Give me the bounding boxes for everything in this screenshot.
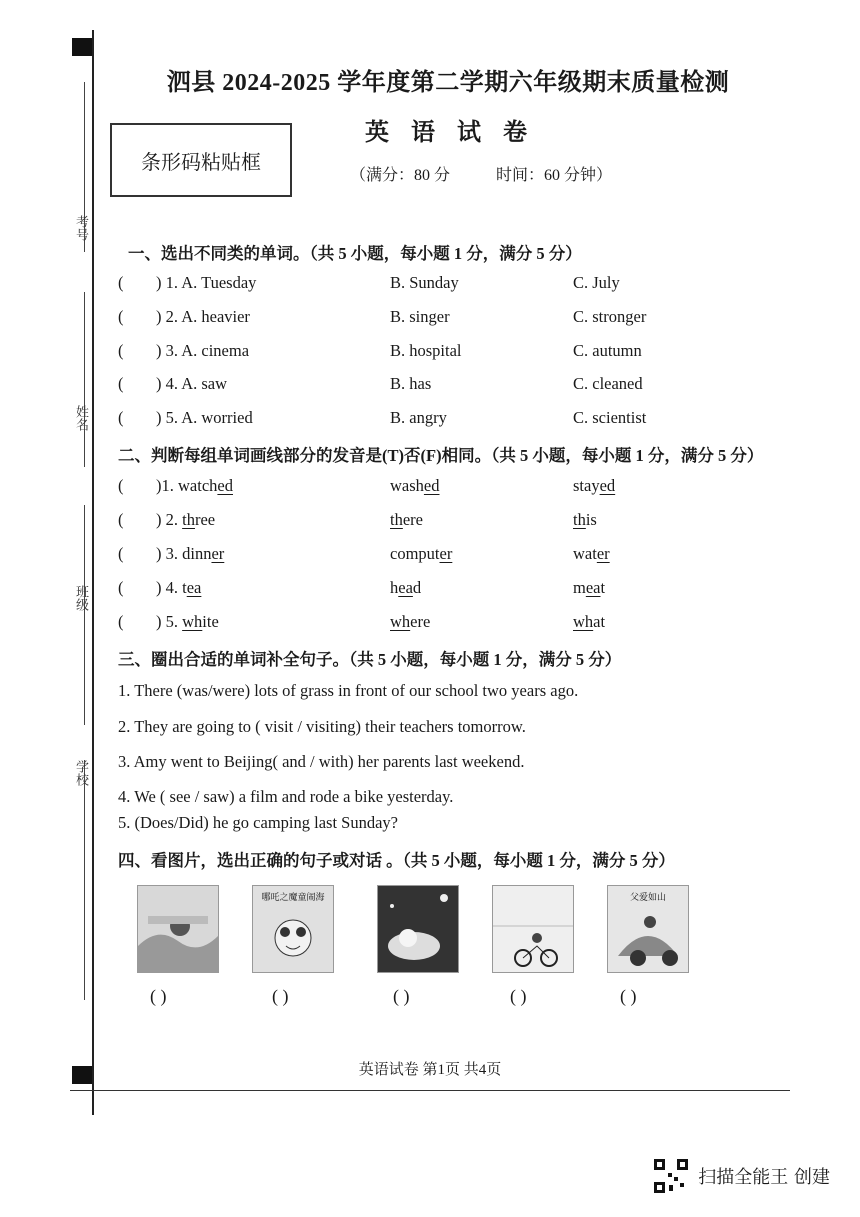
section4-title: 四、看图片，选出正确的句子或对话 。（共 5 小题，每小题 1 分，满分 5 分） bbox=[118, 851, 675, 870]
section3-title: 三、圈出合适的单词补全句子。（共 5 小题，每小题 1 分，满分 5 分） bbox=[118, 650, 622, 669]
margin-field-line bbox=[84, 292, 85, 467]
option-b: B. singer bbox=[390, 307, 450, 326]
word-a: ) 5. white bbox=[156, 612, 219, 631]
option-c: C. July bbox=[573, 273, 620, 292]
word-a: ) 3. dinner bbox=[156, 544, 225, 563]
option-a: ) 2. A. heavier bbox=[156, 307, 250, 326]
word-b: washed bbox=[390, 476, 440, 495]
option-a: ) 4. A. saw bbox=[156, 374, 228, 393]
qr-code-icon bbox=[652, 1157, 690, 1195]
option-c: C. autumn bbox=[573, 341, 642, 360]
picture-5 bbox=[607, 885, 689, 973]
answer-paren[interactable]: ( bbox=[118, 578, 124, 597]
answer-paren[interactable]: ( bbox=[118, 307, 124, 326]
word-c: what bbox=[573, 612, 606, 631]
picture-answer-2[interactable]: ( ) bbox=[272, 986, 289, 1006]
section2-item bbox=[118, 612, 798, 636]
word-b: computer bbox=[390, 544, 453, 563]
margin-field-line bbox=[84, 760, 85, 1000]
margin-label-class: 班级 bbox=[74, 585, 89, 611]
answer-paren[interactable]: ( bbox=[118, 374, 124, 393]
margin-label-exam-id: 考号 bbox=[74, 215, 89, 241]
answer-paren[interactable]: ( bbox=[118, 273, 124, 292]
answer-paren[interactable]: ( bbox=[118, 510, 124, 529]
section2-item bbox=[118, 544, 798, 568]
sentence-item: 1. There (was/were) lots of grass in front of our school two years ago. bbox=[118, 681, 579, 700]
word-b: there bbox=[390, 510, 423, 529]
page-footer: 英语试卷 第1页 共4页 bbox=[358, 1062, 502, 1078]
section1-item bbox=[118, 273, 798, 297]
sentence-item: 3. Amy went to Beijing( and / with) her parents last weekend. bbox=[118, 752, 525, 771]
option-b: B. hospital bbox=[390, 341, 462, 360]
exam-meta bbox=[350, 162, 654, 185]
answer-paren[interactable]: ( bbox=[118, 476, 124, 495]
sentence-item: 5. (Does/Did) he go camping last Sunday? bbox=[118, 813, 398, 832]
option-b: B. has bbox=[390, 374, 432, 393]
picture-answer-4[interactable]: ( ) bbox=[510, 986, 527, 1006]
barcode-box bbox=[110, 123, 292, 197]
option-b: B. angry bbox=[390, 408, 447, 427]
picture-5-caption: 父爱如山 bbox=[629, 892, 667, 902]
word-b: where bbox=[390, 612, 431, 631]
word-a: )1. watched bbox=[156, 476, 233, 495]
exam-title: 泗县 2024-2025 学年度第二学期六年级期末质量检测 bbox=[166, 70, 730, 96]
word-a: ) 4. tea bbox=[156, 578, 202, 597]
sentence-item: 4. We ( see / saw) a film and rode a bike yesterday. bbox=[118, 787, 454, 806]
answer-paren[interactable]: ( bbox=[118, 408, 124, 427]
word-c: this bbox=[573, 510, 597, 529]
footer-rule bbox=[70, 1090, 790, 1091]
word-b: head bbox=[390, 578, 422, 597]
section1-item bbox=[118, 341, 798, 365]
word-c: water bbox=[573, 544, 610, 563]
binding-line bbox=[92, 30, 94, 1115]
option-c: C. stronger bbox=[573, 307, 647, 326]
section2-item bbox=[118, 578, 798, 602]
word-a: ) 2. three bbox=[156, 510, 216, 529]
margin-label-school: 学校 bbox=[74, 760, 89, 786]
option-a: ) 3. A. cinema bbox=[156, 341, 250, 360]
picture-4 bbox=[492, 885, 574, 973]
word-c: stayed bbox=[573, 476, 616, 495]
option-c: C. scientist bbox=[573, 408, 647, 427]
option-b: B. Sunday bbox=[390, 273, 459, 292]
answer-paren[interactable]: ( bbox=[118, 341, 124, 360]
picture-2 bbox=[252, 885, 334, 973]
section2-title: 二、判断每组单词画线部分的发音是(T)否(F)相同。（共 5 小题，每小题 1 分，满分 5 分） bbox=[118, 446, 764, 465]
word-c: meat bbox=[573, 578, 606, 597]
section1-item bbox=[118, 408, 798, 432]
exam-subtitle: 英 语 试 卷 bbox=[365, 120, 535, 146]
picture-2-caption: 哪吒之魔童闹海 bbox=[261, 892, 325, 902]
picture-3 bbox=[377, 885, 459, 973]
alignment-mark-top bbox=[72, 38, 92, 56]
picture-answer-5[interactable]: ( ) bbox=[620, 986, 637, 1006]
scanner-text: 扫描全能王 创建 bbox=[698, 1167, 830, 1188]
option-a: ) 5. A. worried bbox=[156, 408, 253, 427]
scanner-watermark bbox=[652, 1157, 830, 1195]
time-limit: 时间：60 分钟） bbox=[496, 167, 613, 184]
barcode-label: 条形码粘贴框 bbox=[141, 151, 261, 174]
picture-answer-3[interactable]: ( ) bbox=[393, 986, 410, 1006]
option-a: ) 1. A. Tuesday bbox=[156, 273, 257, 292]
picture-answer-1[interactable]: ( ) bbox=[150, 986, 167, 1006]
margin-label-name: 姓名 bbox=[74, 405, 89, 431]
answer-paren[interactable]: ( bbox=[118, 544, 124, 563]
section1-item bbox=[118, 374, 798, 398]
section1-title: 一、选出不同类的单词。（共 5 小题，每小题 1 分，满分 5 分） bbox=[128, 244, 582, 263]
picture-1 bbox=[137, 885, 219, 973]
sentence-item: 2. They are going to ( visit / visiting) their teachers tomorrow. bbox=[118, 717, 526, 736]
answer-paren[interactable]: ( bbox=[118, 612, 124, 631]
full-score: （满分：80 分 bbox=[350, 167, 451, 184]
section2-item bbox=[118, 476, 798, 500]
section2-item bbox=[118, 510, 798, 534]
option-c: C. cleaned bbox=[573, 374, 643, 393]
section1-item bbox=[118, 307, 798, 331]
margin-field-line bbox=[84, 505, 85, 725]
